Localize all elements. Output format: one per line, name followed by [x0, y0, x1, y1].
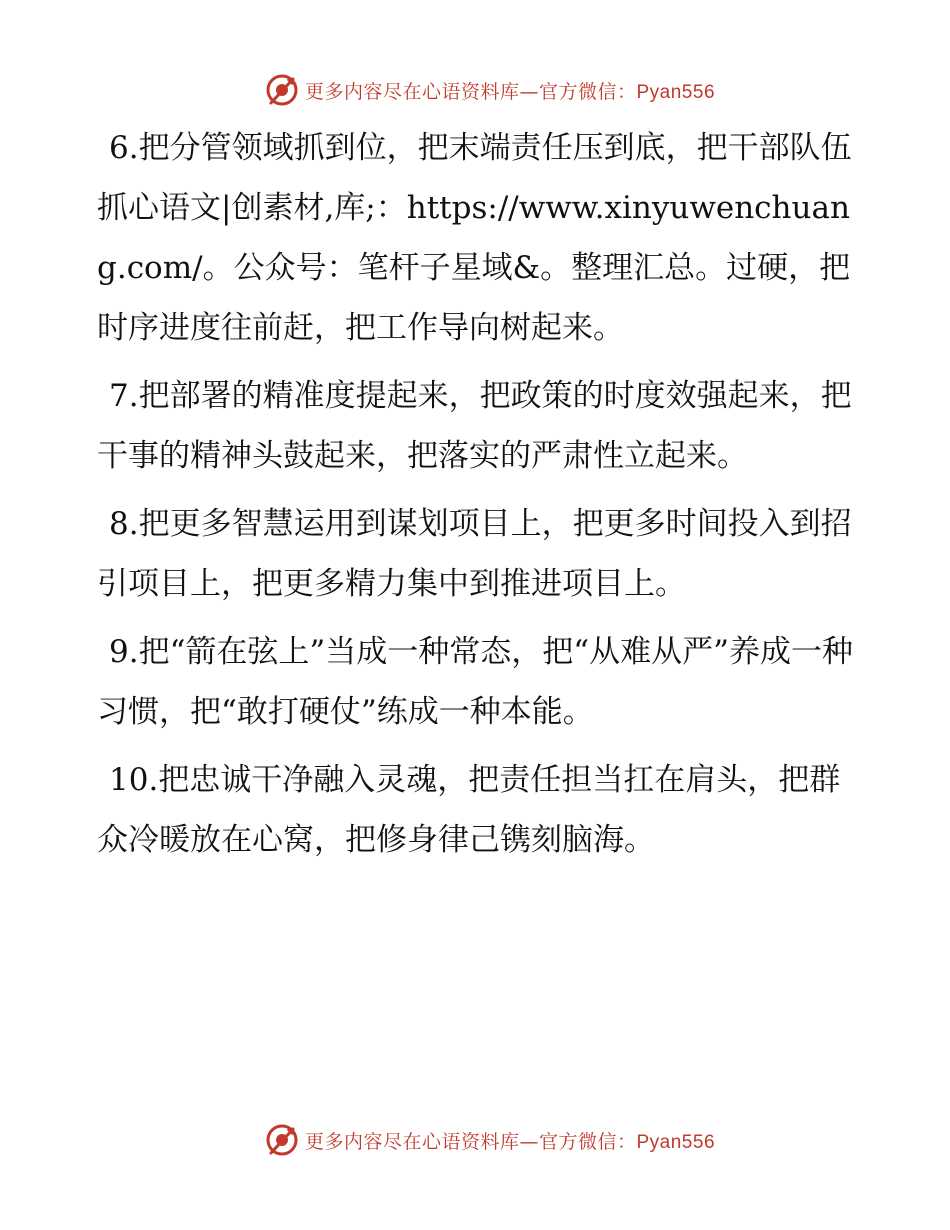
paragraph-7	[97, 366, 857, 486]
footer-banner-inner	[265, 1123, 715, 1157]
paragraph-number: 8.	[109, 506, 139, 542]
paragraph-8	[97, 494, 857, 614]
footer-banner-text	[305, 1127, 715, 1154]
footer-wechat-id: Pyan556	[636, 1131, 716, 1153]
header-banner	[0, 70, 950, 110]
document-body	[97, 118, 857, 878]
header-banner-text	[305, 77, 715, 104]
paragraph-text: 把分管领域抓到位，把末端责任压到底，把干部队伍抓心语文|创素材,库;：https://www.xinyuwenchuang.com/。公众号：笔杆子星域&。整理汇总。过硬，把时序进度往前赶，把工作导向树起来。	[97, 130, 852, 346]
paragraph-9	[97, 622, 857, 742]
header-banner-inner	[265, 73, 715, 107]
paragraph-number: 6.	[109, 130, 139, 166]
paragraph-10	[97, 750, 857, 870]
paragraph-number: 9.	[109, 634, 139, 670]
paragraph-text: 把部署的精准度提起来，把政策的时度效强起来，把干事的精神头鼓起来，把落实的严肃性立起来。	[97, 378, 852, 474]
header-banner-label: 更多内容尽在心语资料库—官方微信：	[304, 80, 637, 103]
footer-banner	[0, 1120, 950, 1160]
footer-banner-label: 更多内容尽在心语资料库—官方微信：	[304, 1130, 637, 1153]
paragraph-text: 把更多智慧运用到谋划项目上，把更多时间投入到招引项目上，把更多精力集中到推进项目上。	[97, 506, 852, 602]
paragraph-number: 10.	[109, 762, 159, 798]
header-wechat-id: Pyan556	[636, 81, 716, 103]
paragraph-6	[97, 118, 857, 358]
red-circle-pen-icon	[265, 1123, 299, 1157]
red-circle-pen-icon	[265, 73, 299, 107]
paragraph-number: 7.	[109, 378, 139, 414]
paragraph-text: 把忠诚干净融入灵魂，把责任担当扛在肩头，把群众冷暖放在心窝，把修身律己镌刻脑海。	[97, 762, 841, 858]
paragraph-text: 把“箭在弦上”当成一种常态，把“从难从严”养成一种习惯，把“敢打硬仗”练成一种本能。	[97, 634, 853, 730]
